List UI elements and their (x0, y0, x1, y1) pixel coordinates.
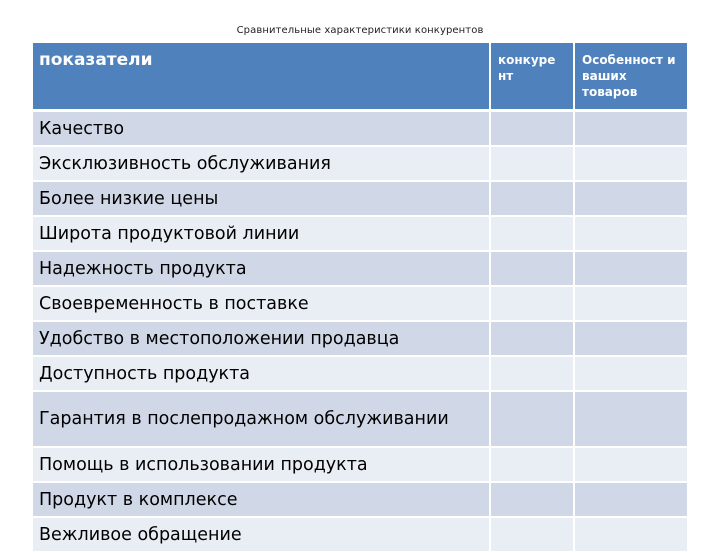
header-indicators-label: показатели (39, 50, 153, 70)
competitor-cell (491, 392, 575, 448)
table-row (33, 217, 687, 252)
row-label: Удобство в местоположении продавца (33, 322, 491, 357)
your-products-cell (575, 392, 687, 448)
row-label: Качество (33, 112, 491, 147)
competitor-cell (491, 147, 575, 182)
row-label: Помощь в использовании продукта (33, 448, 491, 483)
competitor-cell (491, 483, 575, 518)
header-your-products-label: Особенност и ваших товаров (582, 53, 676, 99)
your-products-cell (575, 147, 687, 182)
your-products-cell (575, 483, 687, 518)
competitor-cell (491, 182, 575, 217)
competitor-cell (491, 518, 575, 553)
your-products-cell (575, 518, 687, 553)
your-products-cell (575, 357, 687, 392)
competitor-cell (491, 287, 575, 322)
table-row (33, 182, 687, 217)
row-label: Гарантия в послепродажном обслуживании (33, 392, 491, 448)
header-competitor (491, 43, 575, 112)
row-label: Более низкие цены (33, 182, 491, 217)
row-label: Широта продуктовой линии (33, 217, 491, 252)
your-products-cell (575, 252, 687, 287)
table-row (33, 518, 687, 553)
header-competitor-label: конкуре нт (498, 53, 556, 83)
table-row (33, 287, 687, 322)
your-products-cell (575, 112, 687, 147)
header-indicators (33, 43, 491, 112)
competitor-cell (491, 217, 575, 252)
row-label: Доступность продукта (33, 357, 491, 392)
header-your-products (575, 43, 687, 112)
table-row (33, 483, 687, 518)
table-row (33, 252, 687, 287)
table-row (33, 147, 687, 182)
table-row (33, 322, 687, 357)
your-products-cell (575, 287, 687, 322)
comparison-table (33, 43, 687, 553)
table-row (33, 448, 687, 483)
table-row (33, 392, 687, 448)
table-header-row (33, 43, 687, 112)
row-label: Эксклюзивность обслуживания (33, 147, 491, 182)
competitor-cell (491, 357, 575, 392)
your-products-cell (575, 322, 687, 357)
your-products-cell (575, 182, 687, 217)
table-row (33, 357, 687, 392)
your-products-cell (575, 217, 687, 252)
competitor-cell (491, 252, 575, 287)
row-label: Своевременность в поставке (33, 287, 491, 322)
row-label: Надежность продукта (33, 252, 491, 287)
competitor-cell (491, 322, 575, 357)
row-label: Продукт в комплексе (33, 483, 491, 518)
your-products-cell (575, 448, 687, 483)
table-row (33, 112, 687, 147)
competitor-cell (491, 112, 575, 147)
competitor-cell (491, 448, 575, 483)
page-title: Сравнительные характеристики конкурентов (236, 25, 484, 36)
row-label: Вежливое обращение (33, 518, 491, 553)
